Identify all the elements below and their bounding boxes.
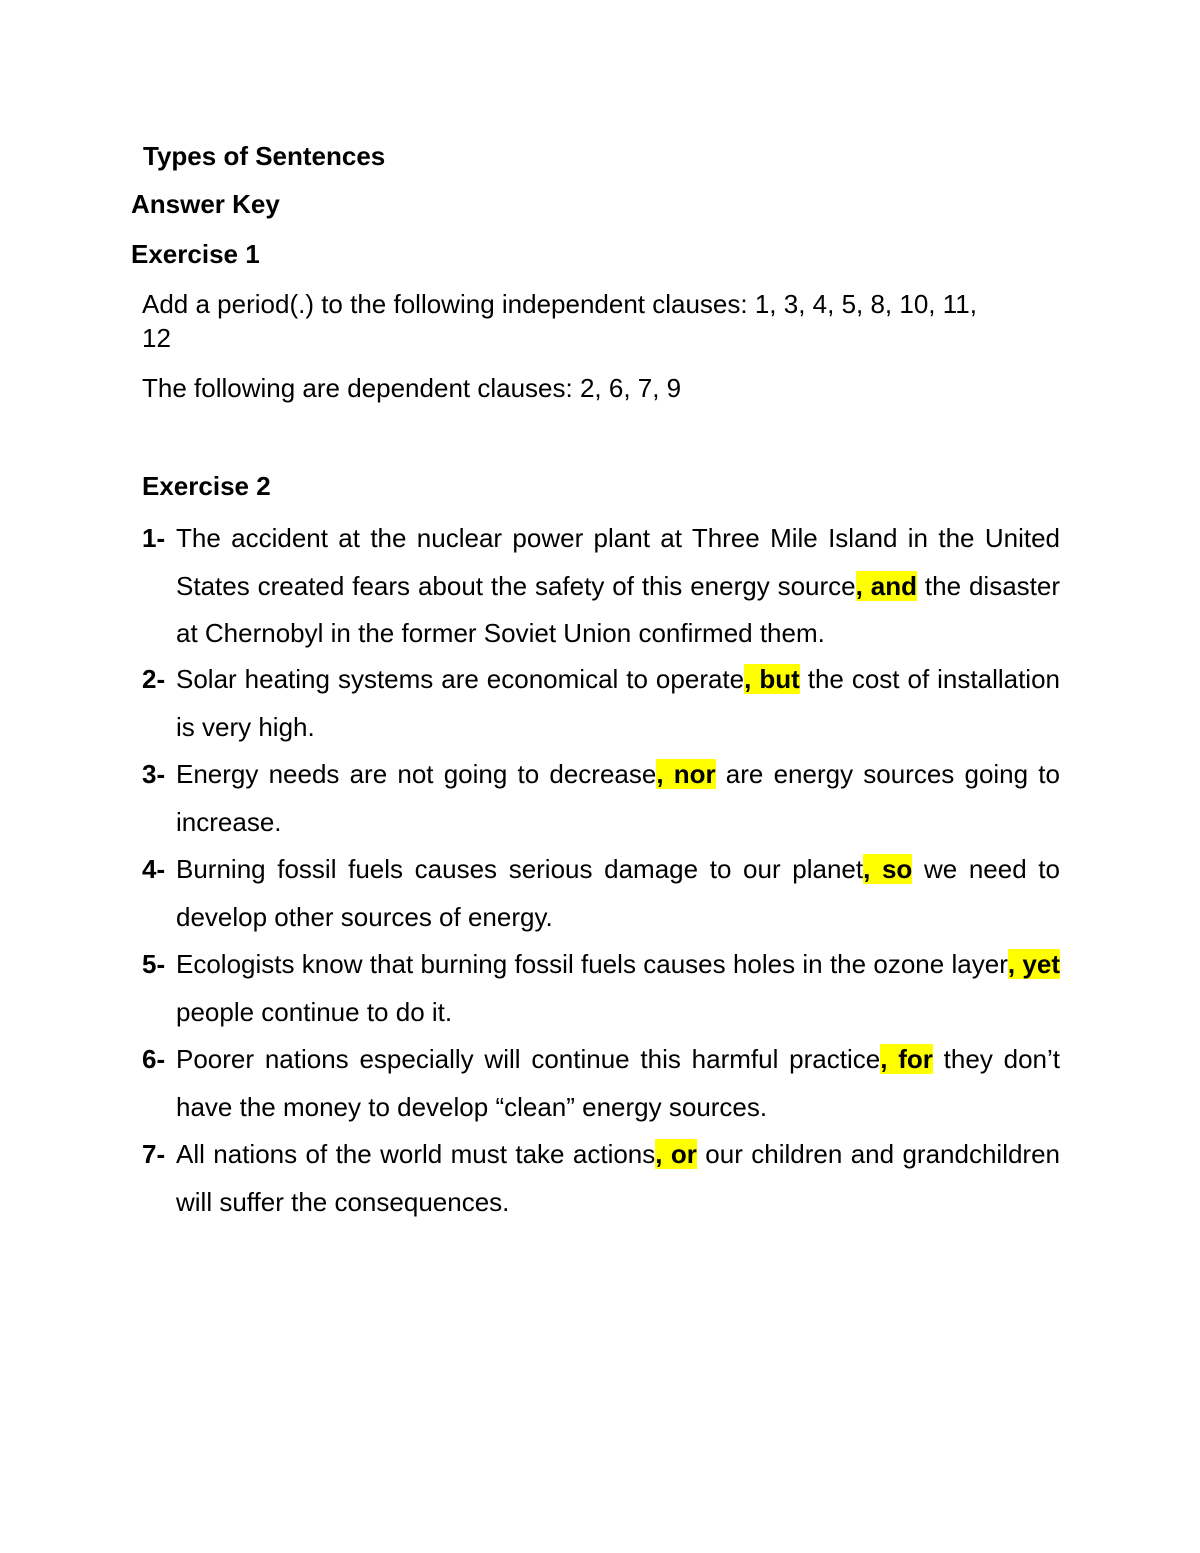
item-text-before: Burning fossil fuels causes serious damage to our planet: [176, 854, 864, 884]
item-number: 7-: [142, 1139, 166, 1169]
item-text: [176, 656, 1060, 751]
item-text-before: The accident at the nuclear power plant at Three Mile Island in the United States created fears about the safety of this energy source: [176, 523, 1060, 601]
item-number: 4-: [142, 854, 166, 884]
item-text-before: Poorer nations especially will continue this harmful practice: [176, 1044, 881, 1074]
exercise-1-independent-clauses: Add a period(.) to the following independent clauses: 1, 3, 4, 5, 8, 10, 11,: [142, 289, 977, 319]
item-number: 1-: [142, 523, 166, 553]
conjunction-highlight: , and: [855, 570, 917, 601]
document-subtitle: Answer Key: [131, 189, 280, 219]
document-title: Types of Sentences: [143, 141, 386, 171]
conjunction-highlight: , so: [863, 854, 913, 884]
item-text-before: Ecologists know that burning fossil fuels causes holes in the ozone layer: [176, 949, 1008, 979]
item-text-before: All nations of the world must take actions: [176, 1139, 656, 1169]
item-text-after: are energy sources going to increase.: [176, 759, 1060, 837]
item-text-after: we need to develop other sources of energy.: [176, 854, 1060, 932]
conjunction-highlight: , for: [880, 1044, 933, 1074]
item-text: [176, 751, 1060, 846]
item-text: [176, 515, 1060, 658]
item-text-after: they don’t have the money to develop “clean” energy sources.: [176, 1044, 1060, 1122]
exercise-1-heading: Exercise 1: [131, 239, 260, 269]
item-text-after: the disaster at Chernobyl in the former Soviet Union confirmed them.: [176, 570, 1060, 648]
item-text: [176, 941, 1060, 1036]
conjunction-highlight: , yet: [1007, 949, 1060, 979]
item-text-after: people continue to do it.: [176, 996, 453, 1027]
item-text-before: Solar heating systems are economical to operate: [176, 664, 745, 694]
conjunction-highlight: , or: [655, 1139, 697, 1169]
item-text: [176, 846, 1060, 941]
item-number: 3-: [142, 759, 166, 789]
exercise-1-independent-clauses-continued: 12: [142, 323, 171, 353]
exercise-1-dependent-clauses: The following are dependent clauses: 2, 6, 7, 9: [142, 373, 682, 403]
item-number: 5-: [142, 949, 166, 979]
item-text: [176, 1036, 1060, 1131]
item-text-after: the cost of installation is very high.: [176, 664, 1060, 742]
conjunction-highlight: , but: [744, 664, 800, 694]
item-number: 2-: [142, 664, 166, 694]
item-text-after: our children and grandchildren will suffer the consequences.: [176, 1139, 1061, 1217]
conjunction-highlight: , nor: [656, 759, 716, 789]
exercise-2-heading: Exercise 2: [142, 471, 271, 501]
item-text: [176, 1131, 1060, 1226]
item-text-before: Energy needs are not going to decrease: [176, 759, 657, 789]
item-number: 6-: [142, 1044, 166, 1074]
